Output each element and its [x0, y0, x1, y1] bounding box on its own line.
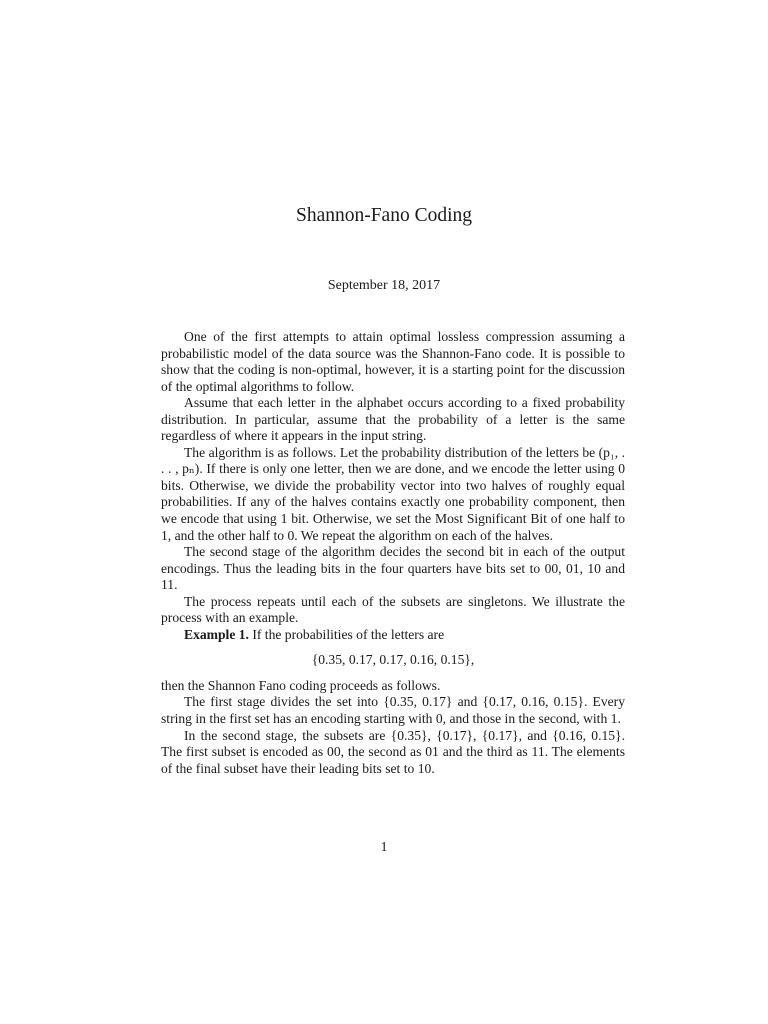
- paragraph-second-stage: The second stage of the algorithm decides the second bit in each of the output encodings. Thus the leading bits in the four quarters have bits set to 00, 01, 10 and 11.: [161, 544, 625, 593]
- paragraph-process: The process repeats until each of the subsets are singletons. We illustrate the process with an example.: [161, 593, 625, 626]
- document-title: Shannon-Fano Coding: [295, 205, 473, 226]
- page-number: 1: [380, 839, 388, 854]
- display-equation: {0.35, 0.17, 0.17, 0.16, 0.15},: [311, 652, 475, 668]
- document-date: September 18, 2017: [327, 278, 441, 293]
- example-label: Example 1.: [184, 626, 249, 642]
- document-body: [161, 329, 625, 777]
- paragraph-example: [161, 627, 625, 644]
- paragraph-intro: One of the first attempts to attain optimal lossless compression assuming a probabilistic model of the data source was the Shannon-Fano code. It is possible to show that the coding is non-optimal, however, it is a starting point for the discussion of the optimal algorithms to follow.: [161, 329, 625, 394]
- paragraph-then: then the Shannon Fano coding proceeds as follows.: [161, 677, 441, 693]
- paragraph-algorithm: The algorithm is as follows. Let the probability distribution of the letters be (p₁, . . . , pₙ). If there is only one letter, then we are done, and we encode the letter using 0 bits. Otherwise, we divide the probability vector into two halves of roughly equal probabilities. If any of the halves contains exactly one probability component, then we encode that using 1 bit. Otherwise, we set the Most Significant Bit of one half to 1, and the other half to 0. We repeat the algorithm on each of the halves.: [161, 444, 625, 543]
- paragraph-second-stage-subsets: In the second stage, the subsets are {0.35}, {0.17}, {0.17}, and {0.16, 0.15}. The first subset is encoded as 00, the second as 01 and the third as 11. The elements of the final subset have their leading bits set to 10.: [161, 727, 625, 776]
- example-text: If the probabilities of the letters are: [248, 626, 445, 642]
- paragraph-first-stage: The first stage divides the set into {0.35, 0.17} and {0.17, 0.16, 0.15}. Every string in the first set has an encoding starting with 0, and those in the second, with 1.: [161, 694, 625, 727]
- paragraph-assumption: Assume that each letter in the alphabet occurs according to a fixed probability distribution. In particular, assume that the probability of a letter is the same regardless of where it appears in the input string.: [161, 395, 625, 444]
